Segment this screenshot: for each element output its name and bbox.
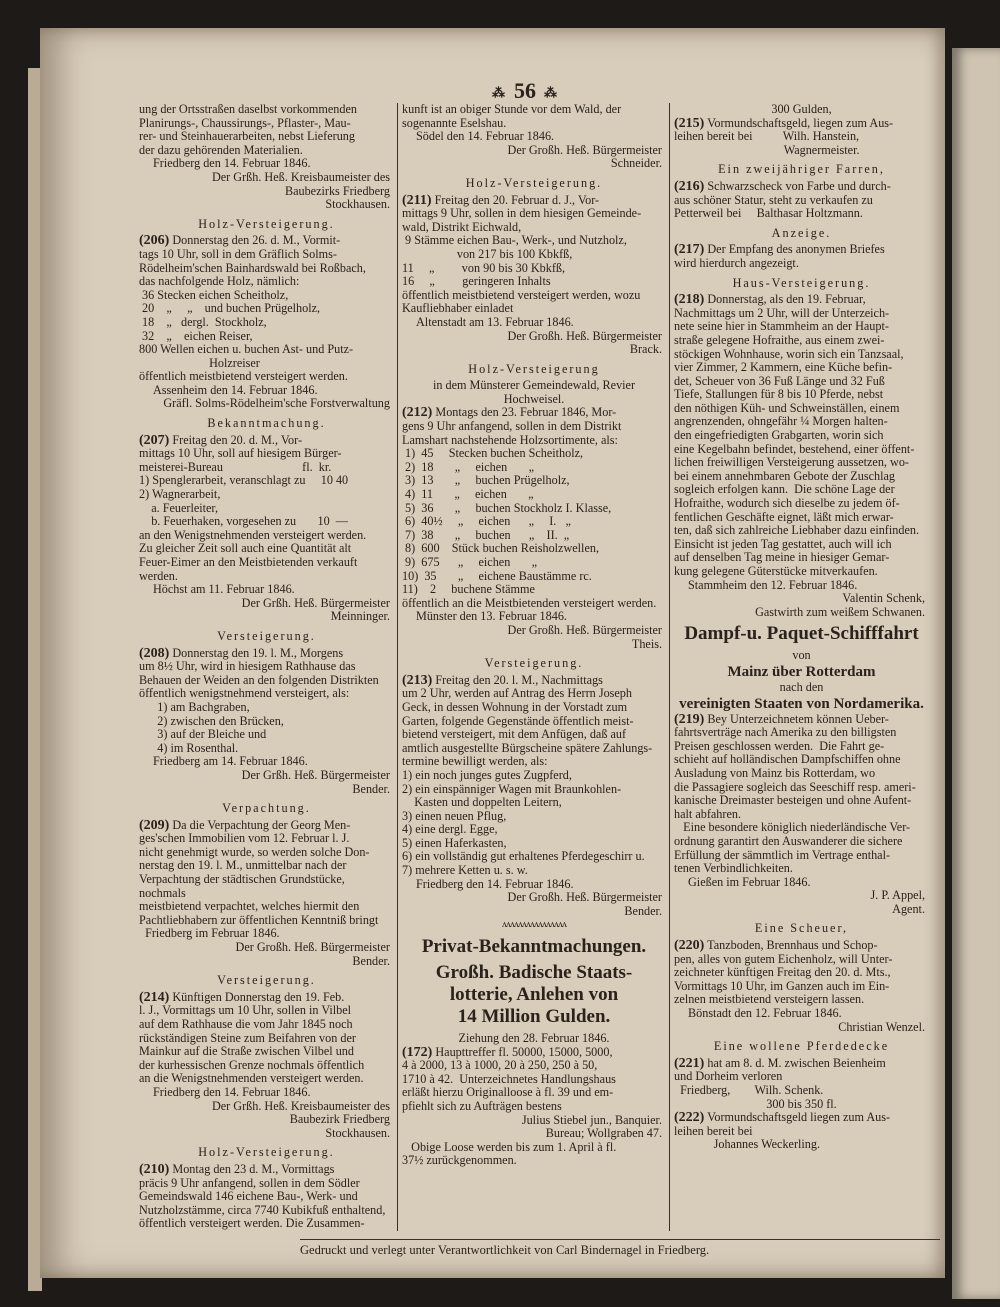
notice-number: (206) (139, 233, 170, 249)
notice-number: (217) (674, 242, 705, 258)
signature (139, 597, 394, 624)
notice-number: (209) (139, 817, 170, 833)
notice-text: Der Grßh. Heß. Kreisbaumeister des Baubezirk Friedberg Stockhausen. (211, 1098, 390, 1140)
centered-line (674, 103, 929, 117)
notice-text: Mainz über Rotterdam (727, 663, 876, 680)
notice-text: von (792, 648, 811, 663)
notice-text: Assenheim den 14. Februar 1846. (153, 382, 318, 397)
notice-text: Valentin Schenk, Gastwirth zum weißem Schwanen. (755, 591, 925, 619)
section-heading (139, 218, 394, 232)
notice-number: (207) (139, 432, 170, 448)
section-heading (674, 277, 929, 291)
signature (674, 592, 929, 619)
dateline (402, 878, 666, 892)
notice-number: (210) (139, 1161, 170, 1177)
subheading (674, 663, 929, 681)
centered-line (674, 681, 929, 695)
notice-text: Der Grßh. Heß. Kreisbaumeister des Baubezirks Friedberg Stockhausen. (211, 169, 390, 212)
notice-text: Freitag den 20. l. M., Nachmittags um 2 Uhr, werden auf Antrag des Herrn Joseph Geck, in dessen Wohnung in der Vorstadt zum Garten, folgende Gegenstände öffentlich meist- bietend versteigert, mit dem Anfügen, daß auf amtlich ausgestellte Bürgscheine spätere Zahlungs- termine bewilligt werden, als: 1) ein noch junges gutes Zugpferd, 2) ein einspänniger Wagen mit Braunkohlen- Kasten und doppelten Leitern, 3) einen neuen Pflug, 4) eine dergl. Egge, 5) einen Haferkasten, 6) ein vollständig gut erhaltenes Pferdegeschirr u. 7) mehrere Ketten u. s. w. (402, 672, 653, 878)
signature (139, 171, 394, 212)
notice-text: Vormundschaftsgeld, liegen zum Aus- leihen bereit bei Wilh. Hanstein, Wagnermeister. (674, 115, 894, 157)
centered-line (674, 1098, 929, 1112)
notice-text: Dampf-u. Paquet-Schifffahrt (684, 623, 919, 645)
notice-text: vereinigten Staaten von Nordamerika. (679, 695, 924, 712)
ornament-left-icon: ⁂ (492, 85, 506, 101)
text-block (402, 103, 666, 130)
notice (674, 713, 929, 876)
notice-text: Julius Stiebel jun., Banquier. Bureau; Wollgraben 47. (521, 1112, 662, 1141)
dateline (139, 755, 394, 769)
dateline (402, 610, 666, 624)
notice (139, 1163, 394, 1231)
notice (402, 194, 666, 316)
notice-text: Donnerstag den 26. d. M., Vormit- tags 10 Uhr, soll in dem Gräflich Solms- Rödelheim'schen Bainhardswald bei Roßbach, das nachfolgende Holz, nämlich: 36 Stecken eichen Scheitholz, 20 „ „ und buchen Prügelholz, 18 „ dergl. Stockholz, 32 „ eichen Reiser, 800 Wellen eichen u. buchen Ast- und Putz- Holzreiser öffentlich meistbietend versteigert werden. (139, 233, 366, 384)
notice (139, 234, 394, 384)
notice-text: Holz-Versteigerung. (198, 216, 335, 231)
section-heading (139, 974, 394, 988)
notice-text: ʌʌʌʌʌʌʌʌʌʌʌʌʌʌʌʌ (502, 919, 566, 931)
notice-text: Haus-Versteigerung. (732, 275, 871, 290)
notice-number: (218) (674, 292, 705, 308)
dateline (674, 876, 929, 890)
signature (674, 889, 929, 916)
notice-text: Künftigen Donnerstag den 19. Feb. l. J., Vormittags um 10 Uhr, sollen in Vilbel auf dem Rathhause die vom Jahr 1845 noch rückständigen Steine zum Beifahren von der Mainkur auf die Straße zwischen Vilbel und der kurhessischen Grenze nochmals öffentlich an die Wenigstnehmenden versteigert werden. (139, 989, 365, 1086)
adjacent-page-edge (952, 48, 1000, 1299)
signature (402, 144, 666, 171)
section-heading (139, 1146, 394, 1160)
notice-text: Bönstadt den 12. Februar 1846. (688, 1006, 842, 1021)
notice-text: Christian Wenzel. (838, 1019, 925, 1034)
notice-text: 300 Gulden, (771, 102, 832, 116)
section-heading (139, 802, 394, 816)
ornamental-rule (402, 918, 666, 932)
ornament-right-icon: ⁂ (544, 85, 558, 101)
notice-number: (214) (139, 989, 170, 1005)
column-3 (670, 103, 932, 1231)
notice (674, 180, 929, 221)
notice-text: Eine wollene Pferdedecke (713, 1039, 890, 1054)
section-heading (674, 227, 929, 241)
newspaper-page (40, 28, 945, 1278)
notice-text: Stammheim den 12. Februar 1846. (688, 577, 858, 592)
notice-number: (213) (402, 672, 433, 688)
notice-text: ung der Ortsstraßen daselbst vorkommenden Planirungs-, Chaussirungs-, Pflaster-, Mau- rer- und Steinhauerarbeiten, nebst Lieferung der dazu gehörenden Materialien. (139, 102, 357, 157)
column-2 (398, 103, 670, 1231)
notice-text: Der Grßh. Heß. Bürgermeister Meinninger. (241, 595, 390, 624)
dateline (402, 316, 666, 330)
text-block (402, 1141, 666, 1168)
section-heading (674, 1040, 929, 1054)
notice-text: Holz-Versteigerung. (198, 1145, 335, 1160)
notice (402, 406, 666, 610)
notice-text: in dem Münsterer Gemeindewald, Revier Hochweisel. (432, 378, 636, 406)
notice-text: Donnerstag den 19. l. M., Morgens um 8½ Uhr, wird in hiesigem Rathhause das Behauen der Weiden an den folgenden Distrikten öffentlich wenigstnehmend versteigert, als: 1) am Bachgraben, 2) zwischen den Brücken, 3) auf der Bleiche und 4) im Rosenthal. (139, 645, 379, 755)
notice (674, 939, 929, 1007)
notice-text: Altenstadt am 13. Februar 1846. (416, 314, 574, 329)
notice-text: nach den (779, 679, 824, 694)
notice-text: Münster den 13. Februar 1846. (416, 609, 567, 624)
notice-text: Friedberg den 14. Februar 1846. (153, 1084, 311, 1099)
page-number: 56 (514, 78, 536, 103)
signature (402, 624, 666, 651)
notice-number: (219) (674, 711, 705, 727)
imprint-footer: Gedruckt und verlegt unter Verantwortlichkeit von Carl Bindernagel in Friedberg. (300, 1239, 940, 1258)
display-heading (674, 623, 929, 645)
notice-number: (215) (674, 115, 705, 131)
notice-text: Bekanntmachung. (207, 416, 326, 431)
signature (139, 1100, 394, 1141)
notice-text: Anzeige. (771, 225, 832, 240)
notice-text: Freitag den 20. d. M., Vor- mittags 10 Uhr, soll auf hiesigem Bürger- meisterei-Bureau fl. kr. 1) Spenglerarbeit, veranschlagt zu 10 40 2) Wagnerarbeit, a. Feuerleiter, b. Feuerhaken, vorgesehen zu 10 — an den Wenigstnehmenden versteigert werden. Zu gleicher Zeit soll auch eine Quantität alt Feuer-Eimer an den Meistbietenden verkauft werden. (139, 432, 367, 583)
section-heading (674, 163, 929, 177)
notice-number: (221) (674, 1055, 705, 1071)
notice-text: Friedberg den 14. Februar 1846. (153, 156, 311, 171)
notice-text: Friedberg den 14. Februar 1846. (416, 876, 574, 891)
notice-text: Ein zweijähriger Farren, (718, 162, 885, 177)
notice-text: Der Empfang des anonymen Briefes wird hierdurch angezeigt. (674, 242, 885, 270)
section-heading (139, 417, 394, 431)
notice-number: (211) (402, 192, 432, 208)
notice (402, 674, 666, 878)
signature (402, 330, 666, 357)
notice-text: Versteigerung. (217, 973, 316, 988)
notice-text: Versteigerung. (484, 656, 584, 671)
notice-text: 300 bis 350 fl. (766, 1096, 837, 1111)
notice-text: Der Großh. Heß. Bürgermeister Bender. (507, 890, 662, 918)
notice-text: Holz-Versteigerung (468, 361, 600, 376)
notice-text: Höchst am 11. Februar 1846. (153, 582, 295, 597)
centered-line (402, 1032, 666, 1046)
notice (674, 293, 929, 578)
dateline (674, 579, 929, 593)
notice-text: Södel den 14. Februar 1846. (416, 129, 555, 144)
notice-text: Da die Verpachtung der Georg Men- ges'schen Immobilien vom 12. Februar l. J. nicht genehmigt wurde, so werden solche Don- nerstag den 19. l. M., unmittelbar nach der Verpachtung der städtischen Grundstücke, nochmals meistbietend verpachtet, welches hiermit den Pachtliebhabern zur öffentlichen Kenntniß bringt Friedberg im Februar 1846. (139, 817, 379, 941)
dateline (402, 130, 666, 144)
notice-number: (212) (402, 405, 433, 421)
notice (674, 1111, 929, 1152)
display-heading (402, 936, 666, 958)
text-block (139, 103, 394, 157)
notice-text: Der Großh. Heß. Bürgermeister Theis. (507, 622, 662, 651)
dateline (674, 1007, 929, 1021)
signature (674, 1021, 929, 1035)
notice-number: (208) (139, 645, 170, 661)
notice (402, 1046, 666, 1114)
notice-text: Gräfl. Solms-Rödelheim'sche Forstverwaltung (163, 396, 390, 411)
signature (139, 397, 394, 411)
notice-text: kunft ist an obiger Stunde vor dem Wald, der sogenannte Eselshau. (402, 102, 622, 130)
notice-text: Bey Unterzeichnetem können Ueber- fahrtsverträge nach Amerika zu den billigsten Preisen geschlossen werden. Die Fahrt ge- schieht auf holländischen Dampfschiffen ohne Ausladung von Mainz bis Rotterdam, wo die Passagiere sogleich das Seeschiff resp. ameri- kanische Dreimaster besteigen und ohne Aufent- halt abfahren. Eine besondere königlich niederländische Ver- ordnung garantirt den Auswanderer die sichere Erfüllung der sämmtlich im Vertrage enthal- tenen Verbindlichkeiten. (674, 711, 916, 876)
notice-text: Donnerstag, als den 19. Februar, Nachmittags um 2 Uhr, will der Unterzeich- nete seine hier in Stammheim an der Haupt- straße gelegene Hofraithe, aus einem zwei- stöckigen Wohnhause, worin sich ein Tanzsaal, vier Zimmer, 2 Kammern, eine Küche befin- det, Scheuer von 36 Fuß Länge und 32 Fuß Tiefe, Stallungen für 8 bis 10 Pferde, nebst den nöthigen Küh- und Schweinställen, einem angrenzenden, ohngefähr ¼ Morgen halten- den eingefriedigten Grabgarten, worin sich eine Kegelbahn befindet, bestehend, einer öffent- lichen freiwilligen Versteigerung aussetzen, wo- bei einem annehmbaren Gebote der Zuschlag sogleich erfolgen kann. Die schöne Lage der Hofraithe, wodurch sich dieselbe zu jedem öf- fentlichen Geschäfte eignet, läßt mich erwar- ten, daß sich zahlreiche Liebhaber dazu einfinden. Einsicht ist jeden Tag gestattet, auch will ich auf denselben Tag meine in hiesiger Gemar- kung gelegene Güterstücke mitverkaufen. (674, 292, 919, 578)
notice-number: (172) (402, 1044, 433, 1060)
centered-line (674, 649, 929, 663)
notice-text: Obige Loose werden bis zum 1. April à fl. 37½ zurückgenommen. (402, 1139, 617, 1168)
notice-text: Montag den 23 d. M., Vormittags präcis 9 Uhr anfangend, sollen in dem Södler Gemeindswald 146 eichene Bau-, Werk- und Nutzholzstämme, circa 7740 Kubikfuß enthaltend, öffentlich versteigert werden. Die Zusammen- (139, 1161, 386, 1231)
notice (674, 243, 929, 270)
notice (139, 991, 394, 1086)
notice (139, 647, 394, 756)
notice-text: Gießen im Februar 1846. (688, 874, 811, 889)
display-heading (402, 962, 666, 1028)
notice-text: Versteigerung. (217, 628, 316, 643)
subheading (674, 695, 929, 713)
section-heading (139, 630, 394, 644)
dateline (139, 384, 394, 398)
notice-text: Großh. Badische Staats- lotterie, Anlehen von 14 Million Gulden. (435, 962, 633, 1028)
notice-number: (216) (674, 178, 705, 194)
notice-text: Schwarzscheck von Farbe und durch- aus schöner Statur, steht zu verkaufen zu Petterweil bei Balthasar Holtzmann. (674, 178, 891, 221)
notice-text: Der Großh. Heß. Bürgermeister Bender. (235, 940, 390, 968)
section-heading (674, 922, 929, 936)
notice-text: Vormundschaftsgeld liegen zum Aus- leihen bereit bei Johannes Weckerling. (674, 1110, 891, 1152)
dateline (139, 583, 394, 597)
notice-text: Der Großh. Heß. Bürgermeister Schneider. (507, 142, 662, 171)
page-header (440, 28, 610, 103)
notice (139, 434, 394, 584)
notice-number: (222) (674, 1110, 705, 1126)
column-1 (136, 103, 398, 1231)
section-heading (402, 657, 666, 671)
notice-text: Der Großh. Heß. Bürgermeister Brack. (507, 328, 662, 357)
signature (402, 1114, 666, 1141)
notice-text: Privat-Bekanntmachungen. (421, 936, 647, 958)
notice (139, 819, 394, 941)
section-heading (402, 363, 666, 377)
notice-text: Freitag den 20. Februar d. J., Vor- mittags 9 Uhr, sollen in dem hiesigen Gemeinde- wald, Distrikt Eichwald, 9 Stämme eichen Bau-, Werk-, und Nutzholz, von 217 bis 100 Kbkfß, 11 „ von 90 bis 30 Kbkfß, 16 „ geringeren Inhalts öffentlich meistbietend versteigert werden, wozu Kaufliebhaber einladet (402, 192, 642, 316)
dateline (139, 157, 394, 171)
notice-text: Ziehung den 28. Februar 1846. (458, 1031, 610, 1046)
notice-number: (220) (674, 938, 705, 954)
notice (674, 1057, 929, 1098)
section-heading (402, 177, 666, 191)
signature (402, 891, 666, 918)
notice (674, 117, 929, 158)
notice-text: hat am 8. d. M. zwischen Beienheim und Dorheim verloren Friedberg, Wilh. Schenk. (674, 1055, 886, 1097)
notice-text: Montags den 23. Februar 1846, Mor- gens 9 Uhr anfangend, sollen in dem Distrikt Lamshart nachstehende Holzsortimente, als: 1) 45 Stecken buchen Scheitholz, 2) 18 „ eichen „ 3) 13 „ buchen Prügelholz, 4) 11 „ eichen „ 5) 36 „ buchen Stockholz I. Klasse, 6) 40½ „ eichen „ I. „ 7) 38 „ buchen „ II. „ 8) 600 Stück buchen Reisholzwellen, 9) 675 „ eichen „ 10) 35 „ eichene Baustämme rc. 11) 2 buchene Stämme öffentlich an die Meistbietenden versteigert werden. (402, 405, 657, 610)
notice-text: J. P. Appel, Agent. (870, 888, 925, 916)
notice-text: Holz-Versteigerung. (465, 175, 603, 190)
notice-text: Eine Scheuer, (754, 921, 849, 936)
centered-line (402, 379, 666, 406)
signature (139, 769, 394, 796)
notice-text: Verpachtung. (222, 801, 311, 816)
signature (139, 941, 394, 968)
notice-text: Friedberg am 14. Februar 1846. (153, 754, 308, 769)
columns (136, 103, 932, 1231)
notice-text: Der Grßh. Heß. Bürgermeister Bender. (241, 767, 390, 796)
dateline (139, 1086, 394, 1100)
notice-text: Haupttreffer fl. 50000, 15000, 5000, 4 à 2000, 13 à 1000, 20 à 250, 250 à 50, 1710 à 42. Unterzeichnetes Handlungshaus erläßt hierzu Originalloose à fl. 39 und em- pfiehlt sich zu Aufträgen bestens (402, 1044, 616, 1113)
notice-text: Tanzboden, Brennhaus und Schop- pen, alles von gutem Eichenholz, will Unter- zeichneter künftigen Freitag den 20. d. Mts., Vormittags 10 Uhr, im Ganzen auch im Ein- zelnen meistbietend versteigern lassen. (674, 938, 893, 1007)
